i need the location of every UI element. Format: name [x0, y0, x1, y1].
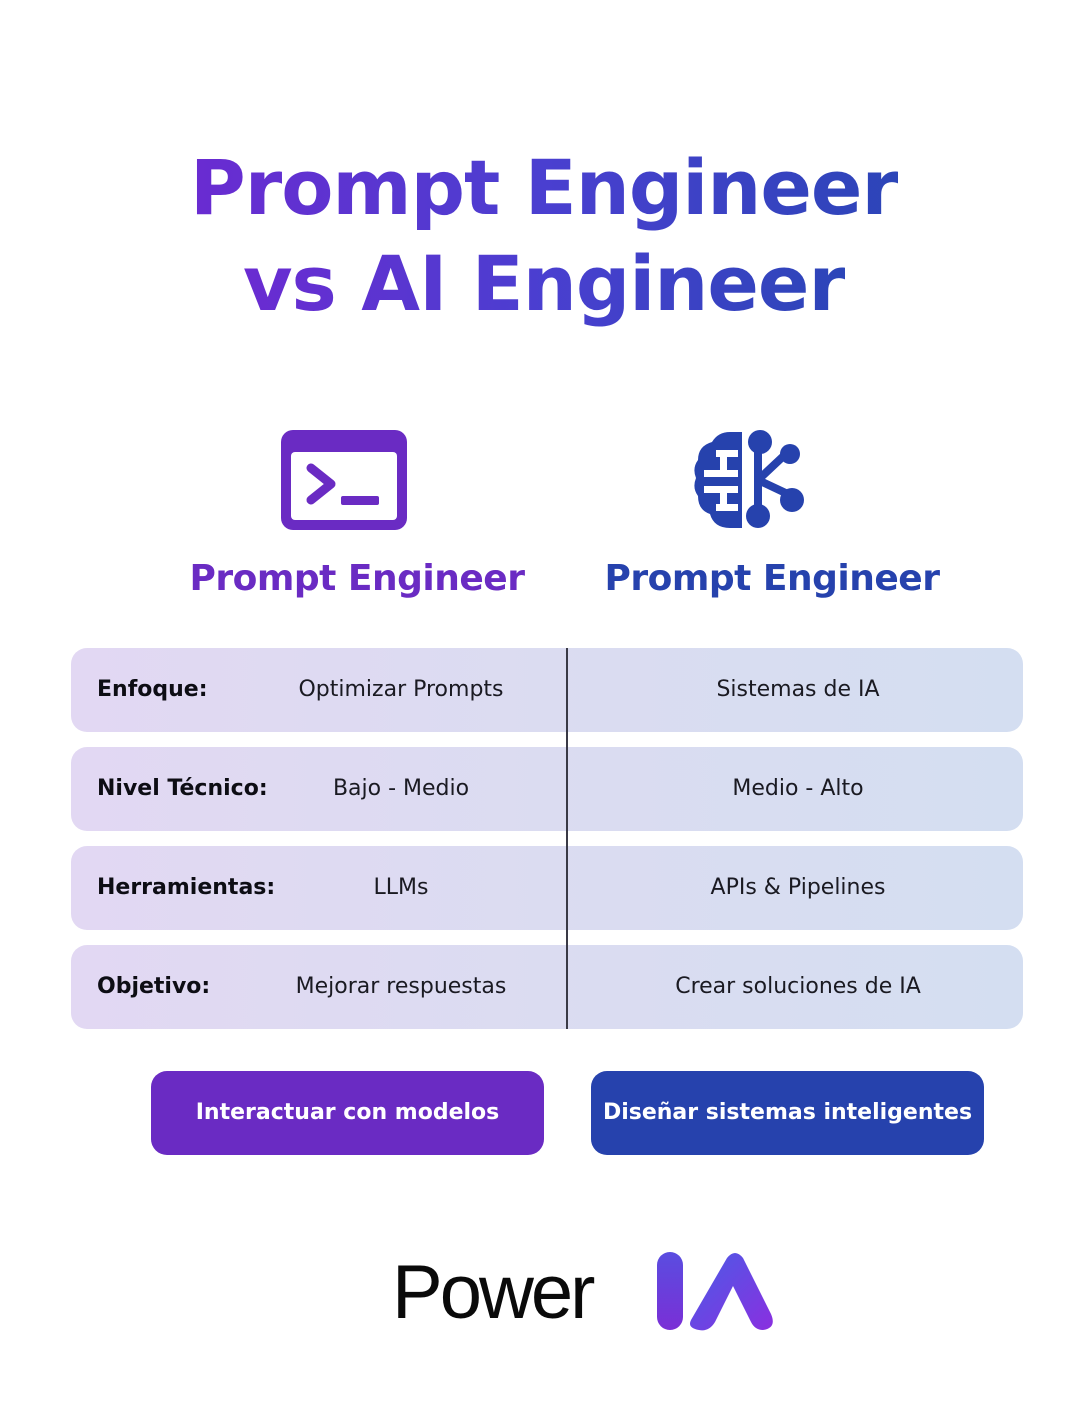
- brain-network-icon: [692, 430, 806, 530]
- row-left-value: Mejorar respuestas: [295, 974, 507, 999]
- brand-wordmark: Power: [392, 1250, 593, 1335]
- row-left-value: LLMs: [373, 875, 429, 900]
- terminal-icon: [281, 430, 407, 530]
- row-label: Herramientas:: [97, 875, 276, 900]
- left-column-heading: Prompt Engineer: [189, 558, 525, 599]
- row-label: Enfoque:: [97, 677, 208, 702]
- row-right-value: Medio - Alto: [732, 776, 864, 801]
- interactuar-con-modelos-button[interactable]: Interactuar con modelos: [151, 1071, 544, 1155]
- comparison-row-herramientas: [71, 846, 1023, 930]
- column-divider: [566, 648, 568, 1029]
- right-column-heading: Prompt Engineer: [604, 558, 940, 599]
- row-right-value: APIs & Pipelines: [710, 875, 886, 900]
- row-label: Objetivo:: [97, 974, 211, 999]
- row-right-value: Crear soluciones de IA: [675, 974, 921, 999]
- page-title: [0, 140, 1088, 332]
- row-left-value: Optimizar Prompts: [298, 677, 504, 702]
- disenar-sistemas-inteligentes-button[interactable]: Diseñar sistemas inteligentes: [591, 1071, 984, 1155]
- row-right-value: Sistemas de IA: [716, 677, 880, 702]
- row-left-value: Bajo - Medio: [332, 776, 470, 801]
- row-label: Nivel Técnico:: [97, 776, 268, 801]
- ia-logo-icon: [657, 1252, 775, 1332]
- title-line-1: Prompt Engineer: [190, 143, 898, 232]
- comparison-row-enfoque: [71, 648, 1023, 732]
- comparison-row-nivel-tecnico: [71, 747, 1023, 831]
- title-line-2: vs AI Engineer: [243, 239, 845, 328]
- comparison-row-objetivo: [71, 945, 1023, 1029]
